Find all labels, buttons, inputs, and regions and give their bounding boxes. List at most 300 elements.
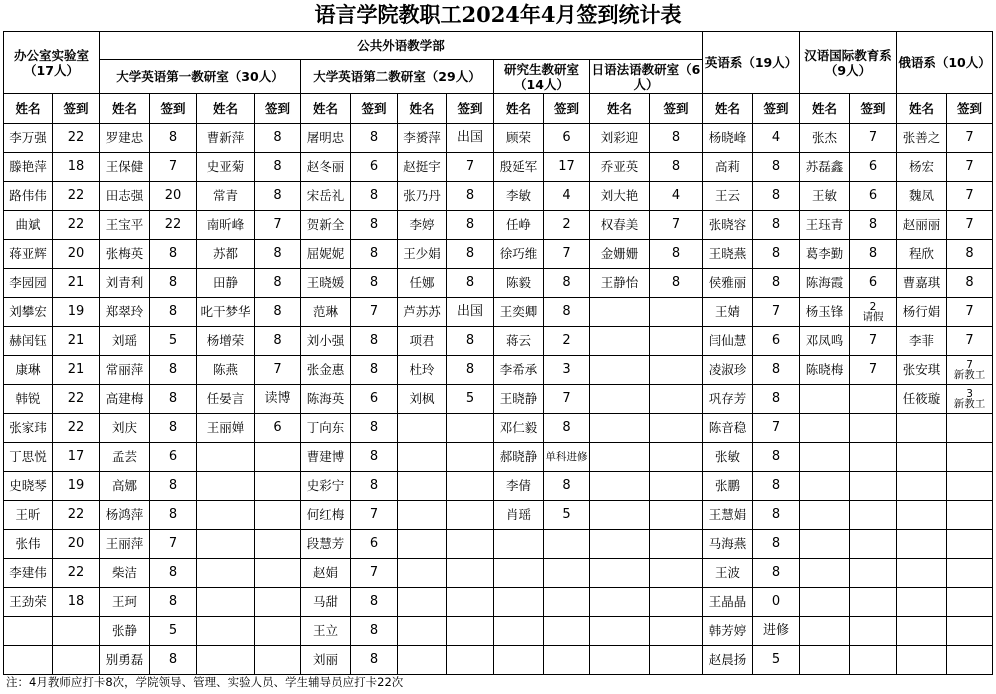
table-row [4, 124, 993, 153]
staff-name-cell [398, 617, 447, 646]
table-row [4, 559, 993, 588]
checkin-count-cell: 6 [351, 153, 398, 182]
checkin-count-cell: 5 [150, 327, 197, 356]
checkin-count-cell: 8 [150, 298, 197, 327]
table-row [4, 617, 993, 646]
staff-name-cell [800, 588, 850, 617]
table-row [4, 414, 993, 443]
staff-name-cell: 芦苏苏 [398, 298, 447, 327]
checkin-count-cell [447, 530, 494, 559]
staff-name-cell: 路伟伟 [4, 182, 53, 211]
table-row [4, 356, 993, 385]
staff-name-cell: 王敏 [800, 182, 850, 211]
staff-name-cell [398, 646, 447, 675]
col-header-checkin: 签到 [255, 94, 301, 124]
staff-name-cell: 王劲荣 [4, 588, 53, 617]
checkin-count-cell: 8 [150, 414, 197, 443]
staff-name-cell: 常丽萍 [100, 356, 150, 385]
staff-name-cell [800, 530, 850, 559]
staff-name-cell: 杨行娟 [897, 298, 947, 327]
checkin-count-cell: 8 [947, 269, 993, 298]
checkin-count-cell: 7 [947, 327, 993, 356]
checkin-count-cell: 7 [544, 385, 590, 414]
checkin-count-cell [650, 617, 703, 646]
staff-name-cell [398, 530, 447, 559]
staff-name-cell: 王丽萍 [100, 530, 150, 559]
checkin-count-cell [850, 559, 897, 588]
table-row [4, 211, 993, 240]
staff-name-cell: 王少娟 [398, 240, 447, 269]
col-header-name: 姓名 [4, 94, 53, 124]
checkin-count-cell: 18 [53, 588, 100, 617]
staff-name-cell: 田静 [197, 269, 255, 298]
checkin-count-cell [255, 646, 301, 675]
checkin-count-cell: 7 [753, 414, 800, 443]
staff-name-cell: 李敏 [494, 182, 544, 211]
checkin-count-cell [947, 530, 993, 559]
staff-name-cell: 刘攀宏 [4, 298, 53, 327]
staff-name-cell [197, 443, 255, 472]
checkin-count-cell [255, 472, 301, 501]
staff-name-cell [897, 588, 947, 617]
checkin-count-cell [850, 501, 897, 530]
staff-name-cell: 刘青利 [100, 269, 150, 298]
checkin-count-cell: 3 新教工 [947, 385, 993, 414]
checkin-count-cell [447, 414, 494, 443]
staff-name-cell: 权春美 [590, 211, 650, 240]
staff-name-cell: 王宝平 [100, 211, 150, 240]
checkin-count-cell: 8 [650, 240, 703, 269]
checkin-count-cell: 2 [544, 327, 590, 356]
checkin-count-cell: 8 [544, 472, 590, 501]
checkin-count-cell: 22 [53, 211, 100, 240]
staff-name-cell: 史晓琴 [4, 472, 53, 501]
checkin-count-cell: 8 [753, 182, 800, 211]
staff-name-cell [897, 472, 947, 501]
staff-name-cell: 郝晓静 [494, 443, 544, 472]
checkin-count-cell [650, 588, 703, 617]
checkin-count-cell: 8 [255, 153, 301, 182]
staff-name-cell: 徐巧维 [494, 240, 544, 269]
staff-name-cell: 高建梅 [100, 385, 150, 414]
staff-name-cell: 李菲 [897, 327, 947, 356]
col-header-checkin: 签到 [150, 94, 197, 124]
checkin-count-cell: 8 [255, 182, 301, 211]
staff-name-cell: 史亚菊 [197, 153, 255, 182]
staff-name-cell: 王婧 [703, 298, 753, 327]
col-header-name: 姓名 [301, 94, 351, 124]
checkin-count-cell [447, 646, 494, 675]
staff-name-cell: 陈音稳 [703, 414, 753, 443]
staff-name-cell: 任峥 [494, 211, 544, 240]
staff-name-cell [197, 588, 255, 617]
checkin-count-cell: 8 [753, 530, 800, 559]
checkin-count-cell: 8 [447, 356, 494, 385]
staff-name-cell [590, 530, 650, 559]
staff-name-cell: 顾荣 [494, 124, 544, 153]
staff-name-cell: 范琳 [301, 298, 351, 327]
checkin-count-cell [947, 617, 993, 646]
staff-name-cell: 赵丽丽 [897, 211, 947, 240]
checkin-count-cell [447, 559, 494, 588]
checkin-count-cell [255, 559, 301, 588]
checkin-count-cell: 6 [544, 124, 590, 153]
table-row [4, 327, 993, 356]
col-header-checkin: 签到 [351, 94, 398, 124]
checkin-count-cell [650, 356, 703, 385]
checkin-count-cell [544, 617, 590, 646]
staff-name-cell: 王立 [301, 617, 351, 646]
checkin-count-cell: 8 [447, 182, 494, 211]
staff-name-cell: 张梅英 [100, 240, 150, 269]
checkin-count-cell: 8 [753, 153, 800, 182]
checkin-count-cell [650, 385, 703, 414]
checkin-count-cell [850, 414, 897, 443]
checkin-count-cell: 8 [753, 269, 800, 298]
staff-name-cell: 孟芸 [100, 443, 150, 472]
staff-name-cell: 屈妮妮 [301, 240, 351, 269]
col-header-checkin: 签到 [650, 94, 703, 124]
staff-name-cell: 李万强 [4, 124, 53, 153]
staff-name-cell: 张鹏 [703, 472, 753, 501]
staff-name-cell: 杨宏 [897, 153, 947, 182]
checkin-count-cell: 8 [351, 211, 398, 240]
checkin-count-cell: 20 [53, 530, 100, 559]
staff-name-cell: 贺新全 [301, 211, 351, 240]
staff-name-cell [800, 559, 850, 588]
staff-name-cell: 任筱璇 [897, 385, 947, 414]
staff-name-cell: 王晶晶 [703, 588, 753, 617]
staff-name-cell: 赫闰钰 [4, 327, 53, 356]
staff-name-cell: 王晓燕 [703, 240, 753, 269]
checkin-count-cell [447, 588, 494, 617]
staff-name-cell: 王丽婵 [197, 414, 255, 443]
table-row [4, 240, 993, 269]
checkin-count-cell: 17 [544, 153, 590, 182]
checkin-count-cell: 8 [150, 588, 197, 617]
checkin-count-cell: 7 [850, 356, 897, 385]
staff-name-cell: 刘丽 [301, 646, 351, 675]
checkin-count-cell: 6 [255, 414, 301, 443]
staff-name-cell [197, 530, 255, 559]
checkin-count-cell: 8 [150, 559, 197, 588]
checkin-count-cell: 7 [544, 240, 590, 269]
checkin-count-cell: 8 [544, 414, 590, 443]
dept-japanese: 日语法语教研室（6人） [590, 60, 703, 94]
staff-name-cell: 叱干梦华 [197, 298, 255, 327]
staff-name-cell: 滕艳萍 [4, 153, 53, 182]
checkin-count-cell [947, 646, 993, 675]
staff-name-cell: 刘庆 [100, 414, 150, 443]
checkin-count-cell [255, 617, 301, 646]
staff-name-cell: 张安琪 [897, 356, 947, 385]
staff-name-cell [897, 617, 947, 646]
staff-name-cell: 张静 [100, 617, 150, 646]
staff-name-cell: 杨晓峰 [703, 124, 753, 153]
checkin-count-cell [947, 559, 993, 588]
table-row [4, 588, 993, 617]
checkin-count-cell [53, 617, 100, 646]
col-header-checkin: 签到 [947, 94, 993, 124]
table-row [4, 298, 993, 327]
staff-name-cell: 宋岳礼 [301, 182, 351, 211]
staff-name-cell [494, 559, 544, 588]
staff-name-cell [590, 327, 650, 356]
staff-name-cell: 别勇磊 [100, 646, 150, 675]
staff-name-cell [590, 501, 650, 530]
staff-name-cell: 陈毅 [494, 269, 544, 298]
staff-name-cell: 王云 [703, 182, 753, 211]
checkin-count-cell [255, 501, 301, 530]
checkin-count-cell: 2 [544, 211, 590, 240]
staff-name-cell [800, 385, 850, 414]
checkin-count-cell: 8 [544, 269, 590, 298]
checkin-count-cell [850, 385, 897, 414]
col-header-checkin: 签到 [447, 94, 494, 124]
checkin-count-cell [850, 530, 897, 559]
staff-name-cell: 任娜 [398, 269, 447, 298]
staff-name-cell [398, 472, 447, 501]
staff-name-cell [494, 617, 544, 646]
dept-team2: 大学英语第二教研室（29人） [301, 60, 494, 94]
staff-name-cell: 丁向东 [301, 414, 351, 443]
staff-name-cell: 曲斌 [4, 211, 53, 240]
checkin-count-cell [650, 501, 703, 530]
checkin-count-cell: 4 [753, 124, 800, 153]
checkin-count-cell: 20 [150, 182, 197, 211]
checkin-count-cell: 8 [351, 414, 398, 443]
checkin-count-cell [947, 443, 993, 472]
checkin-count-cell: 8 [351, 124, 398, 153]
dept-english: 英语系（19人） [703, 32, 800, 94]
checkin-count-cell [650, 472, 703, 501]
checkin-count-cell: 8 [351, 588, 398, 617]
checkin-count-cell: 8 [351, 356, 398, 385]
checkin-count-cell [447, 501, 494, 530]
checkin-count-cell [544, 646, 590, 675]
checkin-count-cell: 18 [53, 153, 100, 182]
staff-name-cell: 马海燕 [703, 530, 753, 559]
staff-name-cell: 闫仙慧 [703, 327, 753, 356]
dept-team1: 大学英语第一教研室（30人） [100, 60, 301, 94]
staff-name-cell [897, 559, 947, 588]
checkin-count-cell: 22 [53, 414, 100, 443]
checkin-count-cell: 3 [544, 356, 590, 385]
staff-name-cell [897, 501, 947, 530]
staff-name-cell [800, 472, 850, 501]
staff-name-cell [4, 617, 53, 646]
checkin-count-cell [650, 559, 703, 588]
checkin-count-cell: 22 [53, 124, 100, 153]
checkin-count-cell: 8 [947, 240, 993, 269]
checkin-count-cell: 7 [753, 298, 800, 327]
staff-name-cell [197, 501, 255, 530]
checkin-count-cell [255, 443, 301, 472]
checkin-count-cell: 7 [255, 356, 301, 385]
staff-name-cell: 邓凤鸣 [800, 327, 850, 356]
staff-name-cell [197, 559, 255, 588]
checkin-count-cell [850, 588, 897, 617]
checkin-count-cell: 8 [351, 472, 398, 501]
staff-name-cell: 段慧芳 [301, 530, 351, 559]
checkin-count-cell [447, 472, 494, 501]
checkin-count-cell: 6 [150, 443, 197, 472]
checkin-count-cell: 19 [53, 472, 100, 501]
checkin-count-cell: 0 [753, 588, 800, 617]
staff-name-cell: 常青 [197, 182, 255, 211]
checkin-count-cell: 8 [150, 356, 197, 385]
checkin-count-cell: 22 [53, 559, 100, 588]
attendance-table [3, 31, 993, 675]
checkin-count-cell: 5 [753, 646, 800, 675]
table-row [4, 182, 993, 211]
staff-name-cell: 王珏青 [800, 211, 850, 240]
checkin-count-cell: 5 [150, 617, 197, 646]
checkin-count-cell: 8 [150, 240, 197, 269]
staff-name-cell: 赵挺宇 [398, 153, 447, 182]
checkin-count-cell: 6 [351, 385, 398, 414]
staff-name-cell: 苏都 [197, 240, 255, 269]
staff-name-cell: 王晓静 [494, 385, 544, 414]
staff-name-cell [800, 443, 850, 472]
column-header-row [4, 94, 993, 124]
staff-name-cell: 康琳 [4, 356, 53, 385]
checkin-count-cell: 5 [447, 385, 494, 414]
staff-name-cell: 张伟 [4, 530, 53, 559]
staff-name-cell: 曹嘉琪 [897, 269, 947, 298]
checkin-count-cell: 8 [150, 124, 197, 153]
staff-name-cell: 张敏 [703, 443, 753, 472]
staff-name-cell: 刘枫 [398, 385, 447, 414]
checkin-count-cell: 22 [53, 385, 100, 414]
staff-name-cell: 项君 [398, 327, 447, 356]
checkin-count-cell: 8 [753, 211, 800, 240]
staff-name-cell: 葛李勤 [800, 240, 850, 269]
checkin-count-cell: 出国 [447, 298, 494, 327]
table-row [4, 153, 993, 182]
checkin-count-cell: 7 [850, 327, 897, 356]
checkin-count-cell: 8 [753, 472, 800, 501]
checkin-count-cell: 8 [650, 269, 703, 298]
checkin-count-cell [53, 646, 100, 675]
table-row [4, 646, 993, 675]
checkin-count-cell: 22 [53, 182, 100, 211]
staff-name-cell: 屠明忠 [301, 124, 351, 153]
staff-name-cell: 陈海英 [301, 385, 351, 414]
checkin-count-cell: 7 [947, 182, 993, 211]
col-header-checkin: 签到 [53, 94, 100, 124]
staff-name-cell [398, 414, 447, 443]
staff-name-cell [4, 646, 53, 675]
staff-name-cell: 乔亚英 [590, 153, 650, 182]
col-header-name: 姓名 [494, 94, 544, 124]
staff-name-cell [897, 646, 947, 675]
checkin-count-cell: 22 [53, 501, 100, 530]
staff-name-cell [590, 385, 650, 414]
checkin-count-cell [650, 414, 703, 443]
col-header-checkin: 签到 [544, 94, 590, 124]
checkin-count-cell: 进修 [753, 617, 800, 646]
checkin-count-cell [447, 617, 494, 646]
staff-name-cell: 邓仁毅 [494, 414, 544, 443]
staff-name-cell: 张杰 [800, 124, 850, 153]
staff-name-cell: 李建伟 [4, 559, 53, 588]
staff-name-cell: 巩存芳 [703, 385, 753, 414]
staff-name-cell [197, 646, 255, 675]
checkin-count-cell: 8 [753, 385, 800, 414]
staff-name-cell: 杨增荣 [197, 327, 255, 356]
checkin-count-cell: 7 [150, 530, 197, 559]
staff-name-cell [590, 588, 650, 617]
checkin-count-cell: 8 [150, 472, 197, 501]
checkin-count-cell: 8 [753, 240, 800, 269]
checkin-count-cell: 21 [53, 356, 100, 385]
checkin-count-cell [850, 472, 897, 501]
staff-name-cell [590, 617, 650, 646]
staff-name-cell: 张乃丹 [398, 182, 447, 211]
checkin-count-cell: 6 [351, 530, 398, 559]
checkin-count-cell: 7 [351, 559, 398, 588]
col-header-name: 姓名 [398, 94, 447, 124]
col-header-checkin: 签到 [850, 94, 897, 124]
staff-name-cell: 张家玮 [4, 414, 53, 443]
checkin-count-cell: 19 [53, 298, 100, 327]
checkin-count-cell: 7 [947, 153, 993, 182]
checkin-count-cell [650, 530, 703, 559]
checkin-count-cell: 7 [255, 211, 301, 240]
checkin-count-cell: 8 [150, 385, 197, 414]
staff-name-cell [398, 443, 447, 472]
staff-name-cell: 杜玲 [398, 356, 447, 385]
checkin-count-cell: 8 [255, 298, 301, 327]
col-header-name: 姓名 [197, 94, 255, 124]
staff-name-cell: 张金惠 [301, 356, 351, 385]
staff-name-cell: 王波 [703, 559, 753, 588]
col-header-name: 姓名 [703, 94, 753, 124]
staff-name-cell: 陈海霞 [800, 269, 850, 298]
staff-name-cell: 陈燕 [197, 356, 255, 385]
checkin-count-cell: 8 [753, 501, 800, 530]
checkin-count-cell: 8 [255, 269, 301, 298]
checkin-count-cell: 4 [544, 182, 590, 211]
checkin-count-cell: 8 [544, 298, 590, 327]
staff-name-cell: 凌淑珍 [703, 356, 753, 385]
checkin-count-cell: 8 [650, 124, 703, 153]
checkin-count-cell: 8 [447, 269, 494, 298]
staff-name-cell: 韩芳婷 [703, 617, 753, 646]
checkin-count-cell: 6 [850, 182, 897, 211]
staff-name-cell: 王珂 [100, 588, 150, 617]
checkin-count-cell: 7 [850, 124, 897, 153]
checkin-count-cell [947, 414, 993, 443]
checkin-count-cell: 7 [947, 211, 993, 240]
staff-name-cell: 李倩 [494, 472, 544, 501]
col-header-name: 姓名 [590, 94, 650, 124]
staff-name-cell [897, 530, 947, 559]
dept-grad: 研究生教研室（14人） [494, 60, 590, 94]
checkin-count-cell [650, 443, 703, 472]
staff-name-cell: 杨鸿萍 [100, 501, 150, 530]
staff-name-cell [494, 530, 544, 559]
checkin-count-cell: 6 [850, 153, 897, 182]
checkin-count-cell [255, 530, 301, 559]
checkin-count-cell: 7 新教工 [947, 356, 993, 385]
checkin-count-cell [544, 530, 590, 559]
staff-name-cell: 殷延军 [494, 153, 544, 182]
staff-name-cell: 魏凤 [897, 182, 947, 211]
staff-name-cell: 程欣 [897, 240, 947, 269]
staff-name-cell: 侯雅丽 [703, 269, 753, 298]
